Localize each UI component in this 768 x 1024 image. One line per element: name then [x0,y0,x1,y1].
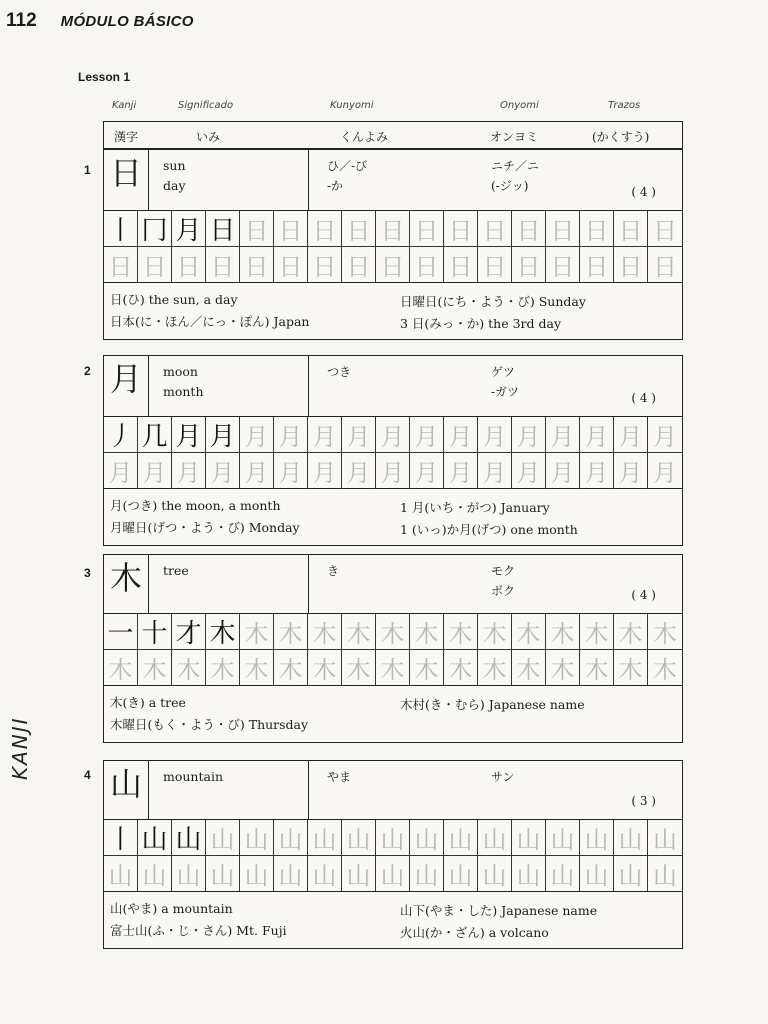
trace-cell[interactable]: 日 [376,211,410,247]
kun-reading: ひ／-び -か [327,159,368,193]
on-reading [491,767,514,787]
trace-cell[interactable]: 月 [512,453,546,489]
on-line: (-ジッ) [491,179,529,193]
stroke-order-cell: 月 [172,417,206,453]
trace-cell[interactable]: 木 [648,650,682,686]
on-line: -ガツ [491,385,520,399]
example: 日(ひ) the sun, a day [110,292,238,307]
readings [309,555,682,613]
trace-cell[interactable]: 日 [104,247,138,283]
trace-cell[interactable]: 月 [444,453,478,489]
trace-cell[interactable]: 月 [444,417,478,453]
trace-cell[interactable]: 木 [274,650,308,686]
trace-cell[interactable]: 日 [240,247,274,283]
examples [104,283,682,339]
stroke-order-cell: 丨 [104,820,138,856]
stroke-count: ( 4 ) [631,185,656,199]
trace-cell[interactable]: 日 [580,247,614,283]
practice-row-1 [104,211,682,247]
trace-cell[interactable]: 木 [342,614,376,650]
stroke-order-cell: 一 [104,614,138,650]
trace-cell[interactable]: 木 [546,650,580,686]
trace-cell[interactable]: 月 [138,453,172,489]
trace-cell[interactable]: 木 [342,650,376,686]
stroke-order-cell: 山 [138,820,172,856]
kun-reading: やま [327,770,352,784]
example: 日本(に・ほん／にっ・ぽん) Japan [110,314,310,329]
entry-info [104,150,682,211]
stroke-count: ( 4 ) [631,391,656,405]
trace-cell[interactable]: 山 [546,856,580,892]
trace-cell[interactable]: 山 [206,820,240,856]
side-label: KANJI [8,716,32,780]
trace-cell[interactable]: 日 [410,247,444,283]
trace-cell[interactable]: 山 [138,856,172,892]
trace-cell[interactable]: 木 [172,650,206,686]
trace-cell[interactable]: 木 [206,650,240,686]
stroke-order-cell: 才 [172,614,206,650]
examples-right [400,291,586,335]
trace-cell[interactable]: 月 [580,453,614,489]
example: 1 月(いち・がつ) January [400,500,550,515]
trace-cell[interactable]: 山 [410,856,444,892]
entry-meaning [149,150,309,210]
trace-cell[interactable]: 日 [580,211,614,247]
trace-cell[interactable]: 山 [512,856,546,892]
entry-number: 1 [84,163,91,177]
meaning-line: moon [163,364,198,379]
on-line: モク [491,564,516,578]
handwritten-notes [108,100,688,118]
trace-cell[interactable]: 山 [376,820,410,856]
examples-right [400,497,578,541]
trace-cell[interactable]: 木 [376,650,410,686]
trace-cell[interactable]: 日 [648,211,682,247]
entry-info [104,761,682,820]
trace-cell[interactable]: 月 [478,417,512,453]
trace-cell[interactable]: 日 [478,247,512,283]
trace-cell[interactable]: 日 [614,211,648,247]
trace-cell[interactable]: 日 [410,211,444,247]
stroke-order-cell: 几 [138,417,172,453]
trace-cell[interactable]: 木 [104,650,138,686]
trace-cell[interactable]: 日 [342,247,376,283]
trace-cell[interactable]: 山 [240,820,274,856]
on-line: ボク [491,584,516,598]
practice-row-2 [104,856,682,892]
trace-cell[interactable]: 木 [410,650,444,686]
note-kanji: Kanji [112,100,137,111]
stroke-count: ( 4 ) [631,588,656,602]
trace-cell[interactable]: 木 [274,614,308,650]
trace-cell[interactable]: 木 [512,614,546,650]
col-imi: いみ [196,130,221,144]
col-kunyomi: くんよみ [340,130,389,144]
trace-cell[interactable]: 月 [308,417,342,453]
stroke-order-cell: 月 [172,211,206,247]
trace-cell[interactable]: 月 [308,453,342,489]
trace-cell[interactable]: 木 [478,614,512,650]
trace-cell[interactable]: 木 [580,650,614,686]
trace-cell[interactable]: 山 [478,856,512,892]
trace-cell[interactable]: 日 [308,211,342,247]
trace-cell[interactable]: 日 [172,247,206,283]
trace-cell[interactable]: 木 [614,650,648,686]
trace-cell[interactable]: 日 [546,247,580,283]
example: 木(き) a tree [110,695,186,710]
trace-cell[interactable]: 山 [376,856,410,892]
example: 月(つき) the moon, a month [110,498,281,513]
trace-cell[interactable]: 山 [274,856,308,892]
trace-cell[interactable]: 山 [444,820,478,856]
example: 火山(か・ざん) a volcano [400,925,549,940]
stroke-order-cell: 十 [138,614,172,650]
trace-cell[interactable]: 山 [546,820,580,856]
practice-row-2 [104,453,682,489]
page-header [6,10,194,32]
entry-kanji: 日 [104,150,149,210]
trace-cell[interactable]: 月 [240,417,274,453]
trace-cell[interactable]: 山 [342,856,376,892]
trace-cell[interactable]: 山 [648,856,682,892]
example: 山下(やま・した) Japanese name [400,903,598,918]
trace-cell[interactable]: 月 [580,417,614,453]
on-line: ニチ／ニ [491,159,540,173]
example: 3 日(みっ・か) the 3rd day [400,316,562,331]
trace-cell[interactable]: 日 [376,247,410,283]
examples [104,489,682,545]
trace-cell[interactable]: 月 [478,453,512,489]
readings [309,356,682,416]
trace-cell[interactable]: 木 [512,650,546,686]
examples [104,892,682,948]
entry-kanji: 月 [104,356,149,416]
example: 富士山(ふ・じ・さん) Mt. Fuji [110,923,287,938]
trace-cell[interactable]: 木 [580,614,614,650]
trace-cell[interactable]: 山 [580,856,614,892]
trace-cell[interactable]: 木 [444,614,478,650]
example: 木村(き・むら) Japanese name [400,697,585,712]
entry-meaning [149,356,309,416]
note-trazos: Trazos [608,100,641,111]
example: 木曜日(もく・よう・び) Thursday [110,717,309,732]
note-significado: Significado [178,100,234,111]
trace-cell[interactable]: 木 [546,614,580,650]
on-line: ゲツ [491,365,515,379]
stroke-order-cell: 山 [172,820,206,856]
readings [309,150,682,210]
example: 日曜日(にち・よう・び) Sunday [400,294,586,309]
trace-cell[interactable]: 月 [546,453,580,489]
trace-cell[interactable]: 木 [240,614,274,650]
trace-cell[interactable]: 日 [308,247,342,283]
trace-cell[interactable]: 月 [648,417,682,453]
kun-reading: つき [327,365,352,379]
kanji-entry [103,554,683,743]
meaning-line: mountain [163,769,224,784]
on-reading [491,362,519,402]
kanji-entry [103,149,683,340]
trace-cell[interactable]: 日 [546,211,580,247]
trace-cell[interactable]: 木 [648,614,682,650]
trace-cell[interactable]: 木 [478,650,512,686]
practice-row-2 [104,247,682,283]
trace-cell[interactable]: 日 [512,247,546,283]
practice-row-1 [104,614,682,650]
on-reading [491,156,539,196]
example: 月曜日(げつ・よう・び) Monday [110,520,300,535]
trace-cell[interactable]: 木 [240,650,274,686]
meaning-line: sun [163,158,186,173]
col-kanji: 漢字 [114,130,139,144]
col-onyomi: オンヨミ [490,130,539,144]
trace-cell[interactable]: 山 [410,820,444,856]
trace-cell[interactable]: 月 [614,417,648,453]
trace-cell[interactable]: 月 [240,453,274,489]
stroke-order-cell: 月 [206,417,240,453]
trace-cell[interactable]: 山 [478,820,512,856]
trace-cell[interactable]: 山 [274,820,308,856]
trace-cell[interactable]: 月 [376,417,410,453]
on-reading [491,561,515,601]
trace-cell[interactable]: 山 [206,856,240,892]
entry-number: 4 [84,768,91,782]
stroke-order-cell: 木 [206,614,240,650]
module-title: MÓDULO BÁSICO [60,13,194,30]
trace-cell[interactable]: 木 [308,650,342,686]
trace-cell[interactable]: 月 [648,453,682,489]
examples-right [400,694,585,716]
trace-cell[interactable]: 日 [444,247,478,283]
trace-cell[interactable]: 月 [512,417,546,453]
kanji-entry [103,355,683,546]
trace-cell[interactable]: 月 [206,453,240,489]
on-line: サン [491,770,515,784]
trace-cell[interactable]: 山 [172,856,206,892]
example: 1 (いっ)か月(げつ) one month [400,522,578,537]
entry-meaning [149,555,309,613]
trace-cell[interactable]: 山 [444,856,478,892]
trace-cell[interactable]: 山 [580,820,614,856]
meaning-line: tree [163,563,189,578]
entry-kanji: 木 [104,555,149,613]
example: 山(やま) a mountain [110,901,233,916]
trace-cell[interactable]: 月 [546,417,580,453]
entry-number: 2 [84,364,91,378]
trace-cell[interactable]: 日 [444,211,478,247]
stroke-order-cell: 冂 [138,211,172,247]
trace-cell[interactable]: 月 [342,453,376,489]
note-kunyomi: Kunyomi [330,100,374,111]
trace-cell[interactable]: 木 [376,614,410,650]
trace-cell[interactable]: 月 [274,453,308,489]
kanji-entry [103,760,683,949]
practice-row-2 [104,650,682,686]
trace-cell[interactable]: 木 [614,614,648,650]
trace-cell[interactable]: 山 [240,856,274,892]
trace-cell[interactable]: 月 [172,453,206,489]
trace-cell[interactable]: 月 [342,417,376,453]
trace-cell[interactable]: 山 [648,820,682,856]
note-onyomi: Onyomi [500,100,539,111]
trace-cell[interactable]: 日 [240,211,274,247]
trace-cell[interactable]: 月 [410,453,444,489]
trace-cell[interactable]: 山 [104,856,138,892]
examples [104,686,682,742]
stroke-order-cell: 日 [206,211,240,247]
trace-cell[interactable]: 月 [410,417,444,453]
trace-cell[interactable]: 山 [308,856,342,892]
entry-number: 3 [84,566,91,580]
trace-cell[interactable]: 山 [614,820,648,856]
trace-cell[interactable]: 月 [274,417,308,453]
examples-right [400,900,597,944]
kun-reading: き [327,564,340,578]
trace-cell[interactable]: 山 [342,820,376,856]
trace-cell[interactable]: 日 [274,211,308,247]
column-header [103,121,683,149]
trace-cell[interactable]: 山 [512,820,546,856]
col-strokes: (かくすう) [592,130,650,144]
trace-cell[interactable]: 山 [614,856,648,892]
entry-info [104,356,682,417]
stroke-order-cell: 丿 [104,417,138,453]
trace-cell[interactable]: 木 [444,650,478,686]
trace-cell[interactable]: 山 [308,820,342,856]
readings [309,761,682,819]
entry-kanji: 山 [104,761,149,819]
entry-info [104,555,682,614]
trace-cell[interactable]: 日 [648,247,682,283]
meaning-line: day [163,178,186,193]
trace-cell[interactable]: 木 [410,614,444,650]
trace-cell[interactable]: 月 [104,453,138,489]
lesson-title: Lesson 1 [78,70,131,84]
page-number: 112 [6,10,37,31]
trace-cell[interactable]: 日 [342,211,376,247]
trace-cell[interactable]: 日 [614,247,648,283]
stroke-count: ( 3 ) [631,794,656,808]
meaning-line: month [163,384,204,399]
trace-cell[interactable]: 月 [614,453,648,489]
trace-cell[interactable]: 月 [376,453,410,489]
trace-cell[interactable]: 日 [478,211,512,247]
stroke-order-cell: 丨 [104,211,138,247]
trace-cell[interactable]: 日 [206,247,240,283]
trace-cell[interactable]: 日 [512,211,546,247]
practice-row-1 [104,417,682,453]
practice-row-1 [104,820,682,856]
trace-cell[interactable]: 木 [138,650,172,686]
trace-cell[interactable]: 日 [274,247,308,283]
trace-cell[interactable]: 日 [138,247,172,283]
trace-cell[interactable]: 木 [308,614,342,650]
entry-meaning [149,761,309,819]
